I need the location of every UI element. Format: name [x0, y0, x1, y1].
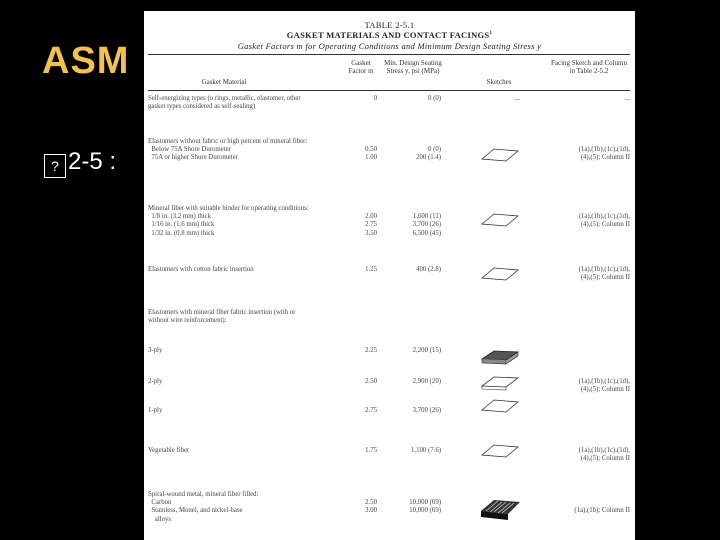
- gasket-sketch-icon: [480, 264, 520, 284]
- table-subtitle: Gasket Factors m for Operating Conditions and Minimum Design Seating Stress y: [237, 41, 542, 51]
- table-cell-material: 3-ply: [148, 347, 163, 354]
- table-cell-stress: 2,200 (15): [412, 347, 441, 354]
- table-number: TABLE 2-5.1: [364, 20, 415, 30]
- gasket-sketch-icon: [480, 145, 520, 165]
- table-cell-factor: 1.75: [365, 447, 377, 454]
- table-cell-material: 1-ply: [148, 407, 163, 414]
- table-cell-material: Mineral fiber with suitable binder for operating conditions: 1/8 in. (3.2 mm) thick 1/16 in. (1.6 mm) thick 1/32 in. (0.8 mm) thick: [148, 205, 309, 237]
- table-cell-facing: (1a),(1b),(1c),(1d), (4),(5); Column II: [578, 447, 630, 463]
- table-title-text: GASKET MATERIALS AND CONTACT FACINGS: [286, 30, 490, 40]
- table-cell-stress: 400 (2.8): [416, 266, 441, 273]
- header-top-rule: [148, 54, 630, 55]
- table-cell-facing: (1a),(1b); Column II: [574, 507, 630, 515]
- table-cell-factor: 2.50: [365, 378, 377, 385]
- table-cell-facing: (1a),(1b),(1c),(1d), (4),(5); Column II: [578, 146, 630, 162]
- bullet-item: [44, 148, 116, 178]
- table-cell-factor: 2.50 3.00: [365, 499, 377, 515]
- header-stress: Min. Design Seating Stress y, psi (MPa): [384, 59, 442, 75]
- table-cell-material: Elastomers without fabric or high percent of mineral fiber: Below 75A Shore Durometer 75A or higher Shore Durometer: [148, 138, 308, 162]
- header-bottom-rule: [148, 90, 630, 91]
- gasket-sketch-icon: [480, 210, 520, 230]
- table-cell-sketch: ...: [514, 95, 520, 102]
- table-cell-factor: 0.50 1.00: [365, 146, 377, 162]
- table-cell-stress: 2,900 (20): [412, 378, 441, 385]
- header-factor: Gasket Factor m: [348, 59, 374, 75]
- table-cell-factor: 0: [373, 95, 377, 102]
- slide-title: ASM: [42, 40, 130, 82]
- table-cell-facing: (1a),(1b),(1c),(1d), (4),(5); Column II: [578, 213, 630, 229]
- one-ply-gasket-sketch-icon: [480, 396, 520, 416]
- header-facing: Facing Sketch and Column in Table 2-5.2: [550, 59, 628, 75]
- table-cell-stress: 1,600 (11) 3,700 (26) 6,500 (45): [412, 213, 441, 237]
- table-footnote-mark: 1: [489, 31, 493, 37]
- table-cell-material: Elastomers with cotton fabric insertion: [148, 266, 254, 273]
- gasket-table-image: [144, 11, 635, 540]
- table-cell-facing: ...: [624, 95, 630, 102]
- table-cell-material: Spiral-wound metal, mineral fiber filled: Carbon Stainless, Monel, and nickel-base alloys: [148, 491, 259, 523]
- bullet-glyph: ?: [44, 154, 66, 178]
- table-cell-facing: (1a),(1b),(1c),(1d), (4),(5); Column II: [578, 266, 630, 282]
- header-material: Gasket Material: [201, 78, 247, 86]
- table-cell-stress: 1,100 (7.6): [410, 447, 441, 454]
- table-cell-material: Vegetable fiber: [148, 447, 190, 454]
- table-cell-material: Elastomers with mineral fiber fabric insertion (with or without wire reinforcement):: [148, 309, 296, 325]
- multi-ply-gasket-sketch-icon: [480, 347, 520, 369]
- two-ply-gasket-sketch-icon: [480, 373, 520, 393]
- table-cell-material: 2-ply: [148, 378, 163, 385]
- table-cell-stress: 3,700 (26): [412, 407, 441, 414]
- table-cell-factor: 2.25: [365, 347, 377, 354]
- spiral-wound-gasket-sketch-icon: [478, 495, 524, 523]
- table-cell-factor: 2.00 2.75 3.50: [365, 213, 377, 237]
- table-cell-factor: 2.75: [365, 407, 377, 414]
- bullet-text: 2-5 :: [68, 148, 117, 175]
- table-cell-stress: 10,000 (69) 10,000 (69): [409, 499, 441, 515]
- table-cell-material: Self-energizing types (o rings, metallic, elastomer, other gasket types considered as self-sealing): [148, 95, 301, 111]
- gasket-sketch-icon: [480, 441, 520, 461]
- table-title: [144, 30, 635, 40]
- table-cell-facing: (1a),(1b),(1c),(1d), (4),(5); Column II: [578, 378, 630, 394]
- table-cell-stress: 0 (0) 200 (1.4): [416, 146, 441, 162]
- table-cell-factor: 1.25: [365, 266, 377, 273]
- table-cell-stress: 0 (0): [427, 95, 441, 102]
- header-sketches: Sketches: [486, 78, 512, 86]
